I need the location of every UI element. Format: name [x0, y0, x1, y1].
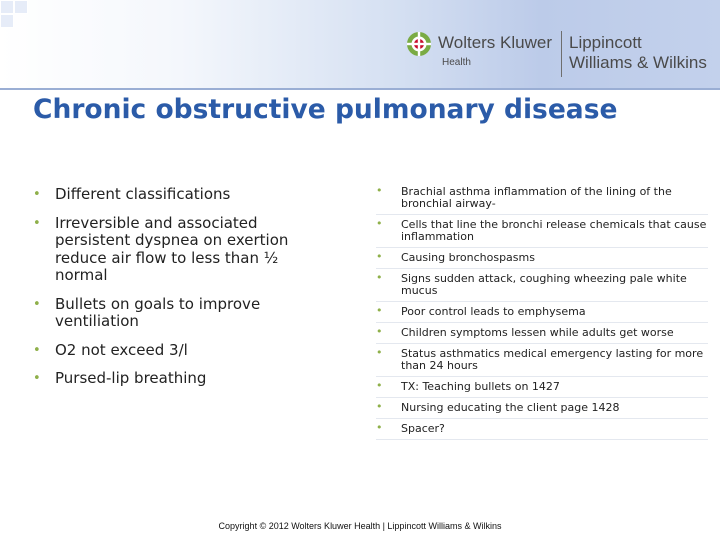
bullet-item	[376, 252, 708, 264]
logo-imprint-line2: Williams & Wilkins	[569, 53, 707, 72]
bullet-marker: •	[376, 379, 383, 392]
bullet-marker: •	[33, 215, 41, 231]
bullet-item	[376, 327, 708, 339]
bullet-separator	[376, 439, 708, 440]
bullet-text: TX: Teaching bullets on 1427	[401, 380, 560, 393]
bullet-item	[33, 215, 323, 285]
bullet-text: Status asthmatics medical emergency lasting for more than 24 hours	[401, 347, 704, 372]
bullet-separator	[376, 418, 708, 419]
bullet-marker: •	[376, 304, 383, 317]
bullet-item	[376, 423, 708, 435]
bullet-text: Different classifications	[55, 185, 231, 203]
header-decoration-square	[0, 0, 14, 14]
bullet-separator	[376, 343, 708, 344]
bullet-separator	[376, 301, 708, 302]
bullet-text: Children symptoms lessen while adults get worse	[401, 326, 674, 339]
bullet-separator	[376, 397, 708, 398]
header-decoration-square	[0, 14, 14, 28]
copyright-footer: Copyright © 2012 Wolters Kluwer Health | Lippincott Williams & Wilkins	[218, 521, 502, 531]
bullet-marker: •	[33, 371, 41, 386]
header-band	[0, 0, 720, 88]
publisher-logo	[406, 29, 716, 79]
logo-imprint-line1: Lippincott	[569, 33, 642, 52]
bullet-marker: •	[33, 187, 41, 202]
logo-divider	[561, 31, 562, 77]
bullet-item	[376, 306, 708, 318]
bullet-marker: •	[33, 342, 41, 358]
wolters-kluwer-globe-icon	[406, 31, 432, 57]
bullet-marker: •	[376, 346, 383, 359]
slide-title: Chronic obstructive pulmonary disease	[33, 94, 618, 125]
bullet-marker: •	[376, 217, 383, 230]
right-bullet-list	[376, 186, 708, 444]
logo-company-name: Wolters Kluwer	[438, 33, 552, 52]
header-divider	[0, 88, 720, 90]
bullet-item	[33, 296, 323, 331]
bullet-item	[33, 186, 323, 204]
bullet-item	[376, 402, 708, 414]
bullet-text: Signs sudden attack, coughing wheezing pale white mucus	[401, 272, 687, 297]
bullet-text: Cells that line the bronchi release chemicals that cause inflammation	[401, 218, 707, 243]
bullet-item	[376, 348, 708, 372]
bullet-text: Bullets on goals to improve ventiliation	[55, 294, 261, 330]
bullet-marker: •	[376, 271, 383, 284]
bullet-separator	[376, 214, 708, 215]
bullet-marker: •	[376, 400, 383, 413]
bullet-text: Nursing educating the client page 1428	[401, 401, 620, 414]
bullet-item	[376, 273, 708, 297]
bullet-separator	[376, 322, 708, 323]
bullet-marker: •	[376, 325, 383, 338]
logo-division: Health	[442, 57, 471, 68]
bullet-marker: •	[376, 421, 383, 434]
bullet-text: Pursed-lip breathing	[55, 369, 207, 387]
bullet-item	[376, 219, 708, 243]
bullet-marker: •	[376, 184, 383, 197]
bullet-text: Brachial asthma inflammation of the lining of the bronchial airway-	[401, 185, 672, 210]
bullet-item	[33, 370, 323, 388]
bullet-item	[376, 381, 708, 393]
bullet-separator	[376, 247, 708, 248]
bullet-marker: •	[33, 296, 41, 312]
bullet-separator	[376, 268, 708, 269]
left-bullet-list	[33, 186, 323, 399]
bullet-text: Spacer?	[401, 422, 445, 435]
bullet-text: Causing bronchospasms	[401, 251, 535, 264]
bullet-text: O2 not exceed 3/l	[55, 340, 188, 359]
bullet-marker: •	[376, 250, 383, 263]
bullet-text: Irreversible and associated persistent dyspnea on exertion reduce air flow to less than ½ normal	[55, 213, 289, 284]
bullet-text: Poor control leads to emphysema	[401, 305, 586, 318]
bullet-item	[33, 342, 323, 360]
bullet-item	[376, 186, 708, 210]
header-decoration-square	[14, 0, 28, 14]
bullet-separator	[376, 376, 708, 377]
